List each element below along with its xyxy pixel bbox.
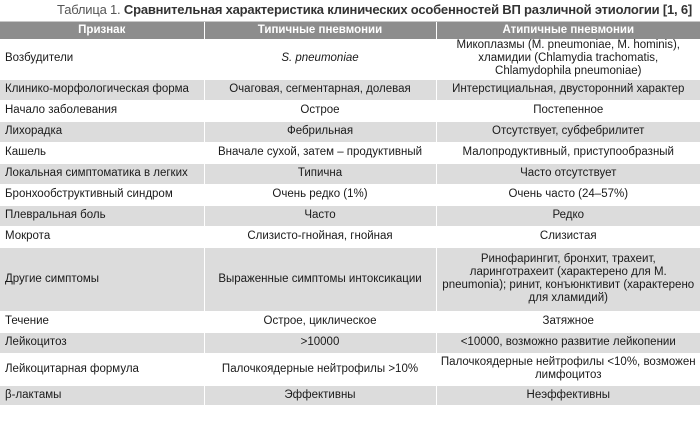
table-row: [0, 247, 700, 311]
table-header-row: [0, 22, 700, 39]
cell-atypical: Неэффективны: [436, 385, 700, 405]
cell-sign: Мокрота: [0, 226, 204, 247]
cell-sign: Бронхообструктивный синдром: [0, 184, 204, 205]
cell-sign: Возбудители: [0, 39, 204, 79]
cell-typical: Часто: [204, 205, 436, 226]
cell-atypical: Интерстициальная, двусторонний характер: [436, 79, 700, 100]
cell-atypical: Затяжное: [436, 311, 700, 332]
cell-typical: S. pneumoniae: [204, 39, 436, 79]
cell-typical: Слизисто-гнойная, гнойная: [204, 226, 436, 247]
cell-typical: Очаговая, сегментарная, долевая: [204, 79, 436, 100]
cell-typical: Острое: [204, 100, 436, 121]
table-row: [0, 163, 700, 184]
header-typical: Типичные пневмонии: [204, 22, 436, 39]
table-row: [0, 100, 700, 121]
table-row: [0, 142, 700, 163]
cell-typical: Острое, циклическое: [204, 311, 436, 332]
table-row: [0, 311, 700, 332]
cell-atypical: Малопродуктивный, приступообразный: [436, 142, 700, 163]
table-row: [0, 121, 700, 142]
cell-typical: Выраженные симптомы интоксикации: [204, 247, 436, 311]
table-row: [0, 226, 700, 247]
cell-sign: Плевральная боль: [0, 205, 204, 226]
cell-atypical: Микоплазмы (M. pneumoniae, M. hominis), хламидии (Chlamydia trachomatis, Chlamydophila pneumoniae): [436, 39, 700, 79]
cell-typical: Вначале сухой, затем – продуктивный: [204, 142, 436, 163]
cell-atypical: Редко: [436, 205, 700, 226]
table-row: [0, 385, 700, 405]
cell-sign: Начало заболевания: [0, 100, 204, 121]
table-row: [0, 205, 700, 226]
cell-atypical: Слизистая: [436, 226, 700, 247]
header-atypical: Атипичные пневмонии: [436, 22, 700, 39]
cell-typical: Эффективны: [204, 385, 436, 405]
cell-typical: Очень редко (1%): [204, 184, 436, 205]
cell-atypical: Очень часто (24–57%): [436, 184, 700, 205]
table-row: [0, 353, 700, 385]
table-row: [0, 332, 700, 353]
table-row: [0, 184, 700, 205]
cell-atypical: Отсутствует, субфебрилитет: [436, 121, 700, 142]
cell-sign: Лейкоцитоз: [0, 332, 204, 353]
cell-typical: Типична: [204, 163, 436, 184]
caption-label: Таблица 1.: [57, 2, 121, 17]
cell-sign: Лихорадка: [0, 121, 204, 142]
cell-atypical: Часто отсутствует: [436, 163, 700, 184]
cell-atypical: <10000, возможно развитие лейкопении: [436, 332, 700, 353]
cell-sign: Локальная симптоматика в легких: [0, 163, 204, 184]
cell-atypical: Постепенное: [436, 100, 700, 121]
cell-sign: Лейкоцитарная формула: [0, 353, 204, 385]
comparison-table: [0, 22, 700, 406]
cell-sign: Течение: [0, 311, 204, 332]
cell-atypical: Ринофарингит, бронхит, трахеит, ларинготрахеит (характерено для M. pneumonia); ринит, конъюнктивит (характерено для хламидий): [436, 247, 700, 311]
cell-sign: β-лактамы: [0, 385, 204, 405]
cell-typical: Фебрильная: [204, 121, 436, 142]
cell-sign: Кашель: [0, 142, 204, 163]
table-row: [0, 79, 700, 100]
cell-atypical: Палочкоядерные нейтрофилы <10%, возможен лимфоцитоз: [436, 353, 700, 385]
table-caption: [0, 0, 700, 22]
table-row: [0, 39, 700, 79]
caption-title: Сравнительная характеристика клинических особенностей ВП различной этиологии [1, 6]: [123, 2, 692, 17]
cell-typical: >10000: [204, 332, 436, 353]
header-sign: Признак: [0, 22, 204, 39]
cell-typical: Палочкоядерные нейтрофилы >10%: [204, 353, 436, 385]
cell-sign: Другие симптомы: [0, 247, 204, 311]
cell-sign: Клинико-морфологическая форма: [0, 79, 204, 100]
